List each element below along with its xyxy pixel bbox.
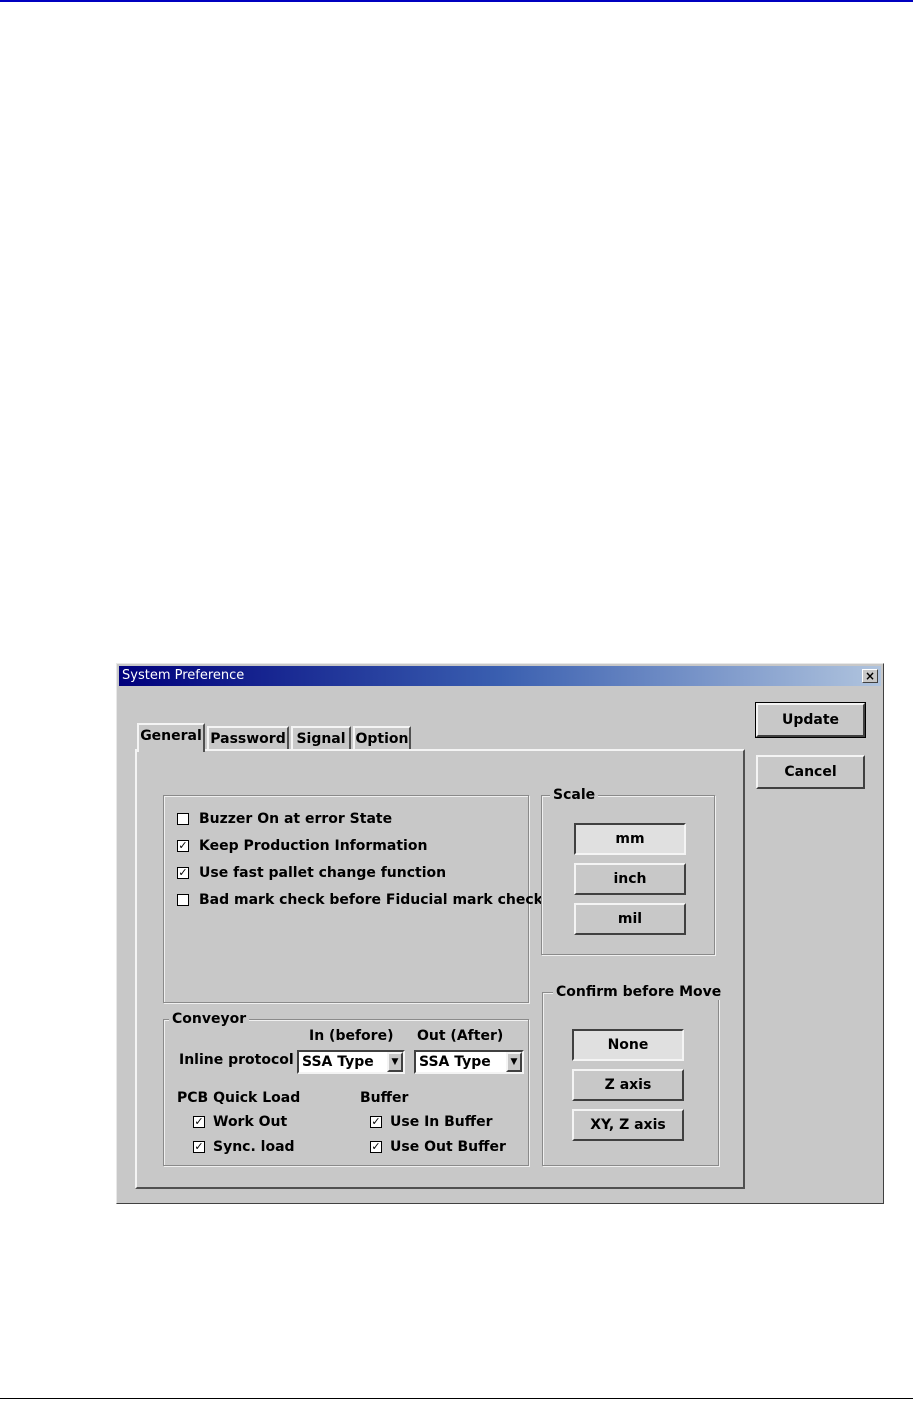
sync-load-label: Sync. load — [213, 1139, 295, 1155]
system-preference-dialog — [116, 663, 884, 1204]
title-bar[interactable] — [119, 666, 881, 686]
option-fast-pallet-label: Use fast pallet change function — [199, 865, 447, 881]
work-out-label: Work Out — [213, 1114, 288, 1130]
option-bad-mark-label: Bad mark check before Fiducial mark check — [199, 892, 543, 908]
work-out-option[interactable] — [193, 1114, 287, 1130]
option-bad-mark[interactable] — [177, 892, 543, 908]
page-bottom-rule — [0, 1398, 913, 1399]
tab-password[interactable]: Password — [207, 726, 289, 750]
confirm-xy-z-axis-button[interactable]: XY, Z axis — [572, 1109, 684, 1141]
option-keep-production-label: Keep Production Information — [199, 838, 428, 854]
use-in-buffer-checkbox[interactable]: ✓ — [371, 1115, 381, 1128]
scale-group-label: Scale — [550, 787, 598, 803]
use-in-buffer-label: Use In Buffer — [390, 1114, 493, 1130]
confirm-group-label: Confirm before Move — [553, 984, 724, 1000]
use-out-buffer-label: Use Out Buffer — [390, 1139, 506, 1155]
work-out-checkbox[interactable]: ✓ — [194, 1115, 204, 1128]
confirm-z-axis-button[interactable]: Z axis — [572, 1069, 684, 1101]
tab-general[interactable]: General — [137, 723, 205, 752]
update-button[interactable]: Update — [756, 703, 865, 737]
window-title: System Preference — [122, 668, 245, 683]
fast-pallet-checkbox[interactable]: ✓ — [178, 866, 188, 879]
inline-protocol-label: Inline protocol — [179, 1052, 294, 1068]
in-before-header: In (before) — [309, 1028, 394, 1044]
buzzer-checkbox[interactable] — [177, 813, 189, 825]
close-icon[interactable]: × — [862, 669, 878, 683]
use-out-buffer-option[interactable] — [370, 1139, 506, 1155]
option-fast-pallet[interactable] — [177, 865, 446, 881]
inline-in-value: SSA Type — [302, 1054, 374, 1070]
option-buzzer[interactable] — [177, 811, 392, 827]
confirm-none-button[interactable]: None — [572, 1029, 684, 1061]
scale-mm-button[interactable]: mm — [574, 823, 686, 855]
inline-out-select[interactable] — [414, 1050, 524, 1074]
inline-out-value: SSA Type — [419, 1054, 491, 1070]
keep-production-checkbox[interactable]: ✓ — [178, 839, 188, 852]
conveyor-group-label: Conveyor — [169, 1011, 249, 1027]
buffer-label: Buffer — [360, 1090, 409, 1106]
tab-option[interactable]: Option — [353, 726, 411, 750]
inline-in-select[interactable] — [297, 1050, 405, 1074]
chevron-down-icon[interactable]: ▼ — [506, 1052, 522, 1072]
option-buzzer-label: Buzzer On at error State — [199, 811, 393, 827]
tab-signal[interactable]: Signal — [291, 726, 351, 750]
cancel-button[interactable]: Cancel — [756, 755, 865, 789]
scale-inch-button[interactable]: inch — [574, 863, 686, 895]
page-top-rule — [0, 0, 913, 2]
out-after-header: Out (After) — [417, 1028, 504, 1044]
use-out-buffer-checkbox[interactable]: ✓ — [371, 1140, 381, 1153]
sync-load-option[interactable] — [193, 1139, 295, 1155]
sync-load-checkbox[interactable]: ✓ — [194, 1140, 204, 1153]
chevron-down-icon[interactable]: ▼ — [387, 1052, 403, 1072]
scale-mil-button[interactable]: mil — [574, 903, 686, 935]
pcb-quick-load-label: PCB Quick Load — [177, 1090, 301, 1106]
use-in-buffer-option[interactable] — [370, 1114, 493, 1130]
option-keep-production[interactable] — [177, 838, 427, 854]
bad-mark-checkbox[interactable] — [177, 894, 189, 906]
